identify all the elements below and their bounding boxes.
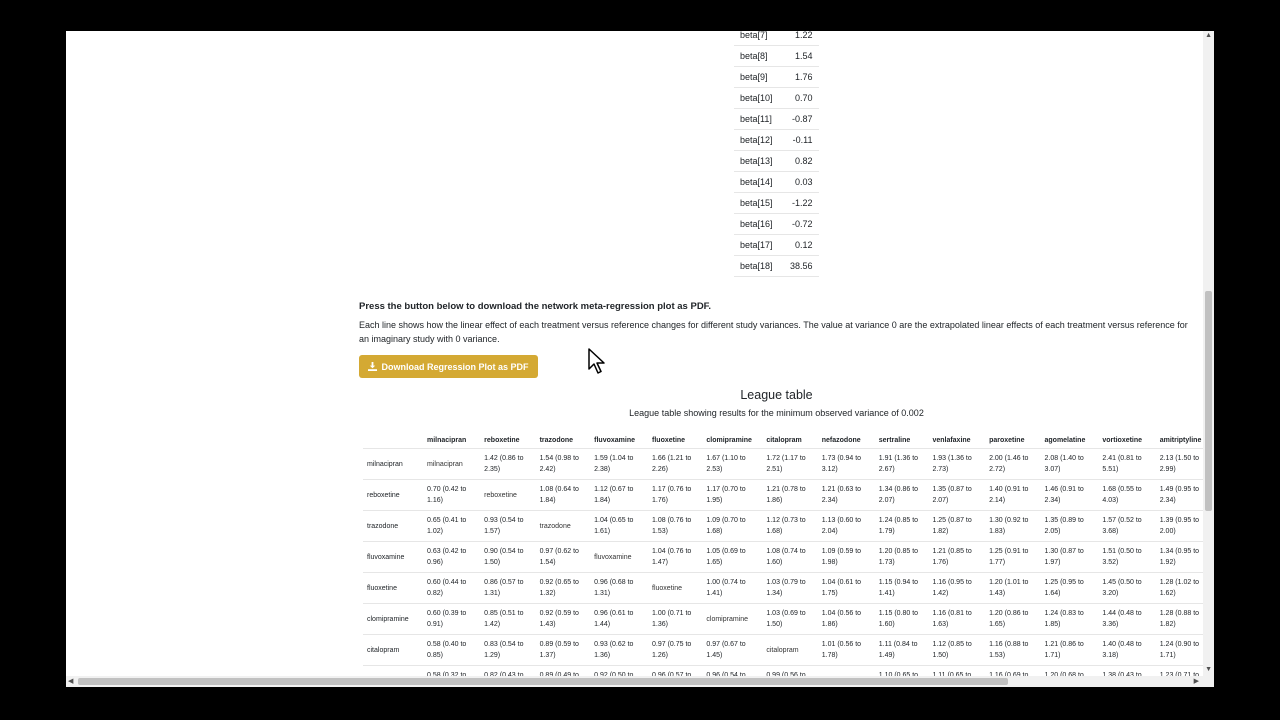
beta-label: beta[11] (734, 109, 779, 130)
league-column-header: sertraline (875, 432, 929, 449)
league-row (363, 604, 1214, 635)
beta-row (734, 31, 819, 46)
league-table-subtitle: League table showing results for the minimum observed variance of 0.002 (629, 408, 924, 418)
league-row-header: fluoxetine (363, 573, 423, 604)
beta-value: 1.54 (779, 46, 819, 67)
beta-row (734, 130, 819, 151)
league-cell: 1.30 (0.87 to 1.97) (1041, 542, 1099, 573)
league-column-header: amitriptyline (1156, 432, 1214, 449)
league-cell: 1.40 (0.91 to 2.14) (985, 480, 1040, 511)
league-table (363, 432, 1214, 687)
league-cell: 0.97 (0.75 to 1.26) (648, 635, 702, 666)
league-cell: 0.63 (0.42 to 0.96) (423, 542, 480, 573)
league-cell: trazodone (536, 511, 591, 542)
league-cell: 1.08 (0.64 to 1.84) (536, 480, 591, 511)
beta-value: -0.87 (779, 109, 819, 130)
league-cell: 1.42 (0.86 to 2.35) (480, 449, 535, 480)
league-corner-cell (363, 432, 423, 449)
league-cell: 1.03 (0.69 to 1.50) (762, 604, 817, 635)
league-cell: 1.21 (0.85 to 1.76) (928, 542, 985, 573)
league-cell: 1.00 (0.71 to 1.36) (648, 604, 702, 635)
browser-viewport (66, 31, 1214, 687)
league-cell: 1.93 (1.36 to 2.73) (928, 449, 985, 480)
league-cell: 0.65 (0.41 to 1.02) (423, 511, 480, 542)
league-cell: 0.97 (0.67 to 1.45) (702, 635, 762, 666)
league-column-header: fluvoxamine (590, 432, 648, 449)
league-cell: 1.73 (0.94 to 3.12) (818, 449, 875, 480)
download-icon (368, 362, 377, 371)
league-cell: 0.85 (0.51 to 1.42) (480, 604, 535, 635)
beta-value: 0.03 (779, 172, 819, 193)
league-cell: 1.08 (0.76 to 1.53) (648, 511, 702, 542)
beta-label: beta[14] (734, 172, 779, 193)
league-cell: 1.21 (0.63 to 2.34) (818, 480, 875, 511)
league-cell: 1.67 (1.10 to 2.53) (702, 449, 762, 480)
beta-label: beta[7] (734, 31, 779, 46)
beta-value: 0.82 (779, 151, 819, 172)
league-cell: 1.66 (1.21 to 2.26) (648, 449, 702, 480)
league-cell: 0.96 (0.68 to 1.31) (590, 573, 648, 604)
league-cell: 0.60 (0.44 to 0.82) (423, 573, 480, 604)
league-cell: 0.93 (0.54 to 1.57) (480, 511, 535, 542)
vertical-scroll-thumb[interactable] (1205, 291, 1212, 511)
beta-label: beta[9] (734, 67, 779, 88)
league-cell: 1.25 (0.87 to 1.82) (928, 511, 985, 542)
league-cell: 0.89 (0.59 to 1.37) (536, 635, 591, 666)
league-cell: 1.15 (0.80 to 1.60) (875, 604, 929, 635)
league-cell: 1.35 (0.89 to 2.05) (1041, 511, 1099, 542)
league-cell: 0.90 (0.54 to 1.50) (480, 542, 535, 573)
league-column-header: agomelatine (1041, 432, 1099, 449)
league-cell: 1.20 (0.85 to 1.73) (875, 542, 929, 573)
league-cell: 1.68 (0.55 to 4.03) (1098, 480, 1155, 511)
league-cell: 1.21 (0.86 to 1.71) (1041, 635, 1099, 666)
league-cell: 0.70 (0.42 to 1.16) (423, 480, 480, 511)
league-cell: 1.04 (0.56 to 1.86) (818, 604, 875, 635)
league-cell: 0.83 (0.54 to 1.29) (480, 635, 535, 666)
league-cell: 1.51 (0.50 to 3.52) (1098, 542, 1155, 573)
league-column-header: clomipramine (702, 432, 762, 449)
league-cell: 1.24 (0.90 to 1.71) (1156, 635, 1214, 666)
download-description: Each line shows how the linear effect of each treatment versus reference changes for different study variances. The value at variance 0 are the extrapolated linear effects of each treatment versus reference for an imaginary study with 0 variance. (359, 320, 1188, 344)
league-cell: 1.12 (0.73 to 1.68) (762, 511, 817, 542)
league-row (363, 480, 1214, 511)
league-cell: 1.54 (0.98 to 2.42) (536, 449, 591, 480)
league-cell: 1.16 (0.88 to 1.53) (985, 635, 1040, 666)
beta-row (734, 193, 819, 214)
league-cell: 1.25 (0.95 to 1.64) (1041, 573, 1099, 604)
league-cell: 1.28 (0.88 to 1.82) (1156, 604, 1214, 635)
league-cell: 1.11 (0.84 to 1.49) (875, 635, 929, 666)
league-row-header: trazodone (363, 511, 423, 542)
beta-label: beta[8] (734, 46, 779, 67)
league-cell: 1.15 (0.94 to 1.41) (875, 573, 929, 604)
league-cell: 1.04 (0.61 to 1.75) (818, 573, 875, 604)
league-cell: 1.21 (0.78 to 1.86) (762, 480, 817, 511)
league-cell: 1.45 (0.50 to 3.20) (1098, 573, 1155, 604)
league-cell: clomipramine (702, 604, 762, 635)
league-cell: 1.17 (0.70 to 1.95) (702, 480, 762, 511)
beta-value: -0.11 (779, 130, 819, 151)
beta-row (734, 151, 819, 172)
beta-label: beta[13] (734, 151, 779, 172)
league-row (363, 449, 1214, 480)
league-cell: 1.01 (0.56 to 1.78) (818, 635, 875, 666)
league-cell: 2.00 (1.46 to 2.72) (985, 449, 1040, 480)
beta-label: beta[17] (734, 235, 779, 256)
league-cell: 1.91 (1.36 to 2.67) (875, 449, 929, 480)
beta-value: 1.76 (779, 67, 819, 88)
beta-value: -0.72 (779, 214, 819, 235)
league-cell: 1.17 (0.76 to 1.76) (648, 480, 702, 511)
beta-value: 0.12 (779, 235, 819, 256)
league-cell: 1.40 (0.48 to 3.18) (1098, 635, 1155, 666)
league-cell: 1.03 (0.79 to 1.34) (762, 573, 817, 604)
league-cell: 2.13 (1.50 to 2.99) (1156, 449, 1214, 480)
league-cell: 1.08 (0.74 to 1.60) (762, 542, 817, 573)
league-cell: 0.92 (0.59 to 1.43) (536, 604, 591, 635)
league-cell: 1.49 (0.95 to 2.34) (1156, 480, 1214, 511)
league-cell: 1.09 (0.59 to 1.98) (818, 542, 875, 573)
league-cell: 1.35 (0.87 to 2.07) (928, 480, 985, 511)
league-cell: 0.86 (0.57 to 1.31) (480, 573, 535, 604)
league-cell: 1.34 (0.95 to 1.92) (1156, 542, 1214, 573)
league-column-header: milnacipran (423, 432, 480, 449)
league-row-header: fluvoxamine (363, 542, 423, 573)
league-cell: 1.24 (0.83 to 1.85) (1041, 604, 1099, 635)
beta-row (734, 88, 819, 109)
league-cell: 1.24 (0.85 to 1.79) (875, 511, 929, 542)
league-cell: citalopram (762, 635, 817, 666)
league-cell: 1.28 (1.02 to 1.62) (1156, 573, 1214, 604)
beta-coefficients-table (734, 31, 819, 277)
league-cell: 1.20 (0.86 to 1.65) (985, 604, 1040, 635)
league-cell: 1.04 (0.76 to 1.47) (648, 542, 702, 573)
beta-label: beta[12] (734, 130, 779, 151)
league-cell: 0.60 (0.39 to 0.91) (423, 604, 480, 635)
horizontal-scrollbar[interactable] (66, 676, 1203, 687)
league-row-header: citalopram (363, 635, 423, 666)
download-button-label: Download Regression Plot as PDF (381, 361, 529, 372)
league-cell: 0.92 (0.65 to 1.32) (536, 573, 591, 604)
league-cell: 1.09 (0.70 to 1.68) (702, 511, 762, 542)
league-column-header: nefazodone (818, 432, 875, 449)
league-row (363, 573, 1214, 604)
league-cell: 1.13 (0.60 to 2.04) (818, 511, 875, 542)
league-cell: 1.34 (0.86 to 2.07) (875, 480, 929, 511)
league-cell: 2.08 (1.40 to 3.07) (1041, 449, 1099, 480)
beta-value: 0.70 (779, 88, 819, 109)
scroll-right-arrow-icon[interactable]: ▶ (1193, 678, 1199, 685)
beta-value: 38.56 (779, 256, 819, 277)
league-column-header: reboxetine (480, 432, 535, 449)
scroll-left-arrow-icon[interactable]: ◀ (68, 678, 74, 685)
league-row (363, 542, 1214, 573)
league-row (363, 635, 1214, 666)
league-cell: 1.72 (1.17 to 2.51) (762, 449, 817, 480)
league-row-header: reboxetine (363, 480, 423, 511)
league-cell: 0.93 (0.62 to 1.36) (590, 635, 648, 666)
league-cell: 1.04 (0.65 to 1.61) (590, 511, 648, 542)
league-column-header: fluoxetine (648, 432, 702, 449)
download-heading: Press the button below to download the network meta-regression plot as PDF. (359, 301, 712, 312)
league-cell: 1.00 (0.74 to 1.41) (702, 573, 762, 604)
beta-row (734, 172, 819, 193)
mouse-pointer-icon (588, 348, 606, 374)
league-cell: 2.41 (0.81 to 5.51) (1098, 449, 1155, 480)
league-cell: 1.57 (0.52 to 3.68) (1098, 511, 1155, 542)
league-cell: 1.59 (1.04 to 2.38) (590, 449, 648, 480)
league-column-header: venlafaxine (928, 432, 985, 449)
beta-row (734, 46, 819, 67)
league-cell: 1.46 (0.91 to 2.34) (1041, 480, 1099, 511)
beta-label: beta[10] (734, 88, 779, 109)
download-regression-plot-button[interactable] (359, 355, 538, 378)
league-row-header: milnacipran (363, 449, 423, 480)
league-cell: 1.16 (0.95 to 1.42) (928, 573, 985, 604)
league-cell: fluvoxamine (590, 542, 648, 573)
league-cell: 0.97 (0.62 to 1.54) (536, 542, 591, 573)
beta-value: 1.22 (779, 31, 819, 46)
beta-label: beta[15] (734, 193, 779, 214)
league-cell: reboxetine (480, 480, 535, 511)
beta-row (734, 109, 819, 130)
beta-label: beta[18] (734, 256, 779, 277)
league-cell: 0.96 (0.61 to 1.44) (590, 604, 648, 635)
league-column-header: vortioxetine (1098, 432, 1155, 449)
beta-row (734, 67, 819, 88)
scroll-up-arrow-icon[interactable]: ▲ (1205, 32, 1212, 39)
beta-row (734, 235, 819, 256)
league-row-header: clomipramine (363, 604, 423, 635)
league-cell: 1.12 (0.67 to 1.84) (590, 480, 648, 511)
beta-value: -1.22 (779, 193, 819, 214)
league-table-title: League table (740, 388, 813, 402)
league-column-header: citalopram (762, 432, 817, 449)
league-column-header: trazodone (536, 432, 591, 449)
beta-row (734, 214, 819, 235)
league-row (363, 511, 1214, 542)
league-cell: 1.25 (0.91 to 1.77) (985, 542, 1040, 573)
vertical-scrollbar[interactable] (1203, 31, 1214, 687)
league-cell: 1.05 (0.69 to 1.65) (702, 542, 762, 573)
beta-row (734, 256, 819, 277)
league-column-header: paroxetine (985, 432, 1040, 449)
league-cell: 0.58 (0.40 to 0.85) (423, 635, 480, 666)
league-cell: 1.39 (0.95 to 2.00) (1156, 511, 1214, 542)
league-cell: 1.16 (0.81 to 1.63) (928, 604, 985, 635)
league-cell: milnacipran (423, 449, 480, 480)
scroll-down-arrow-icon[interactable]: ▼ (1205, 666, 1212, 673)
horizontal-scroll-thumb[interactable] (78, 678, 1008, 685)
beta-label: beta[16] (734, 214, 779, 235)
league-cell: fluoxetine (648, 573, 702, 604)
league-cell: 1.20 (1.01 to 1.43) (985, 573, 1040, 604)
league-cell: 1.44 (0.48 to 3.36) (1098, 604, 1155, 635)
league-cell: 1.30 (0.92 to 1.83) (985, 511, 1040, 542)
league-cell: 1.12 (0.85 to 1.50) (928, 635, 985, 666)
